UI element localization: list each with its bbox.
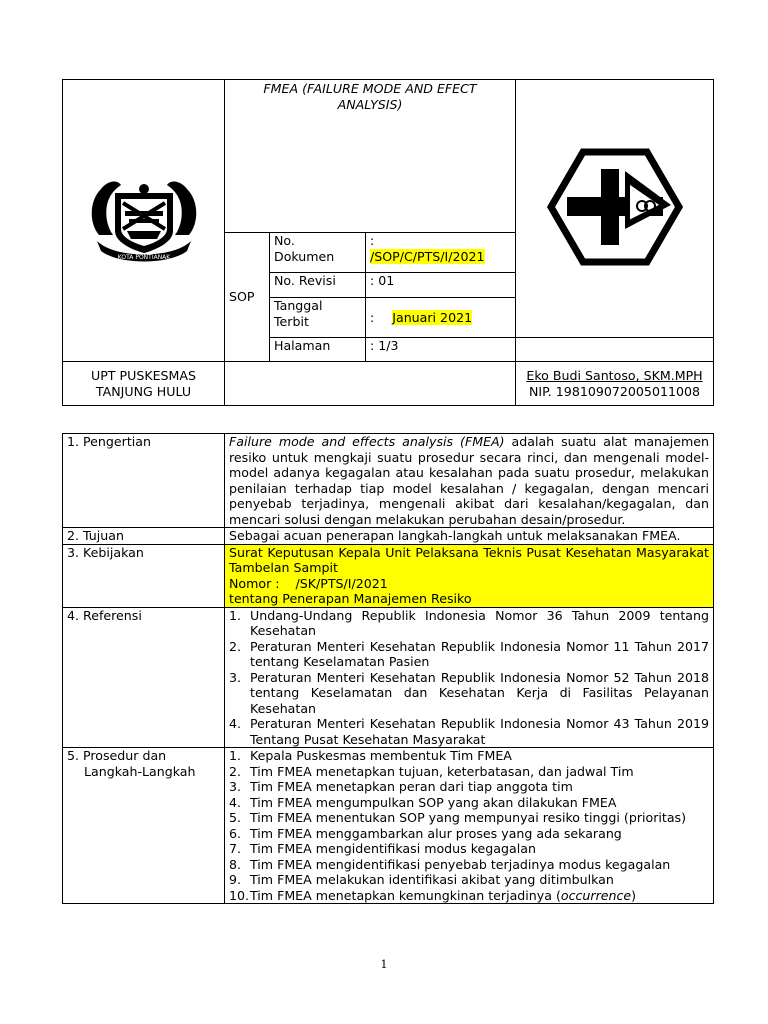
org-line1: UPT PUSKESMAS xyxy=(91,368,196,383)
list-item xyxy=(229,888,709,904)
title-line-1: FMEA (FAILURE MODE AND EFECT xyxy=(263,81,477,96)
list-number: 5. xyxy=(229,810,242,825)
list-number: 6. xyxy=(229,825,242,841)
middle-blank-cell xyxy=(225,362,516,406)
list-text: Tim FMEA mengumpulkan SOP yang akan dilakukan FMEA xyxy=(250,794,617,810)
org-line2: TANJUNG HULU xyxy=(95,383,192,399)
list-text: Kepala Puskesmas membentuk Tim FMEA xyxy=(250,748,512,763)
list-number: 3. xyxy=(229,669,242,685)
referensi-label: 4. Referensi xyxy=(63,607,225,748)
list-item xyxy=(229,764,709,780)
list-text: Tim FMEA menetapkan peran dari tiap anggota tim xyxy=(250,779,573,794)
kebijakan-content xyxy=(225,544,714,607)
prosedur-content xyxy=(225,748,714,904)
pengertian-text: adalah suatu alat manajemen resiko untuk mengkaji suatu prosedur secara rinci, dan mengenali model-model adanya kegagalan atau kesalahan pada suatu prosedur, melakukan penilaian terhadap tiap model kesalahan / kegagalan, dengan mencari penyebab terjadinya, mengenali akibat dari kesalahan/kegagalan, dan mencari solusi dengan melakukan perubahan desain/prosedur. xyxy=(229,434,709,527)
header-table xyxy=(62,79,714,406)
date-label-line2: Terbit xyxy=(274,313,309,329)
list-item xyxy=(229,608,709,639)
list-text-end: ) xyxy=(631,887,637,903)
date-label xyxy=(270,298,366,338)
kebijakan-line2: Nomor : /SK/PTS/I/2021 xyxy=(229,575,388,591)
date-value: Januari 2021 xyxy=(392,309,473,325)
tujuan-text: Sebagai acuan penerapan langkah-langkah untuk melaksanakan FMEA. xyxy=(225,528,714,545)
doc-no-label xyxy=(270,233,366,273)
doc-no-colon: : xyxy=(370,233,375,248)
list-item xyxy=(229,748,709,764)
date-value-cell xyxy=(366,298,516,338)
date-colon: : xyxy=(370,309,375,325)
signer-name: Eko Budi Santoso, SKM.MPH xyxy=(526,368,703,383)
revision-label: No. Revisi xyxy=(270,273,366,298)
date-label-line1: Tanggal xyxy=(274,298,323,313)
list-text: Tim FMEA mengidentifikasi penyebab terjadinya modus kegagalan xyxy=(250,856,671,872)
prosedur-label-line2: Langkah-Langkah xyxy=(84,763,196,779)
pengertian-content xyxy=(225,434,714,528)
list-text: Peraturan Menteri Kesehatan Republik Indonesia Nomor 11 Tahun 2017 tentang Keselamatan Pasien xyxy=(250,638,709,669)
list-number: 4. xyxy=(229,794,242,810)
kota-pontianak-emblem-icon xyxy=(85,171,203,267)
list-number: 4. xyxy=(229,716,242,731)
right-logo-cell xyxy=(516,80,714,338)
list-item xyxy=(229,716,709,747)
list-number: 1. xyxy=(229,607,242,623)
title-line-2: ANALYSIS) xyxy=(337,96,403,112)
doc-no-label-line2: Dokumen xyxy=(274,248,335,264)
tujuan-label: 2. Tujuan xyxy=(63,528,225,545)
list-item xyxy=(229,857,709,873)
list-number: 7. xyxy=(229,841,242,856)
content-table xyxy=(62,433,714,904)
list-number: 8. xyxy=(229,856,242,872)
pengertian-term: Failure mode and effects analysis (FMEA) xyxy=(229,434,505,449)
kebijakan-label: 3. Kebijakan xyxy=(63,544,225,607)
signer-block xyxy=(516,362,714,406)
page-number: 1 xyxy=(380,958,388,971)
list-item xyxy=(229,841,709,857)
list-number: 1. xyxy=(229,748,242,763)
doc-no-value: /SOP/C/PTS/I/2021 xyxy=(370,248,485,264)
puskesmas-logo-icon xyxy=(545,147,685,267)
occurrence-term: occurrence xyxy=(560,887,632,903)
list-number: 3. xyxy=(229,779,242,794)
list-text: Tim FMEA menetapkan tujuan, keterbatasan, dan jadwal Tim xyxy=(250,763,634,779)
list-item xyxy=(229,779,709,795)
list-item xyxy=(229,639,709,670)
list-item xyxy=(229,872,709,888)
list-text: Tim FMEA menentukan SOP yang mempunyai resiko tinggi (prioritas) xyxy=(250,810,687,825)
referensi-list xyxy=(229,608,709,748)
list-text: Tim FMEA melakukan identifikasi akibat yang ditimbulkan xyxy=(250,872,614,887)
left-logo-cell xyxy=(63,80,225,362)
doc-no-label-line1: No. xyxy=(274,233,295,248)
kebijakan-line3: tentang Penerapan Manajemen Resiko xyxy=(229,591,472,606)
signer-nip: NIP. 198109072005011008 xyxy=(529,383,701,399)
page-value: : 1/3 xyxy=(366,338,516,362)
prosedur-label xyxy=(63,748,225,904)
list-text: Tim FMEA mengidentifikasi modus kegagalan xyxy=(250,841,536,856)
list-item xyxy=(229,670,709,717)
list-number: 2. xyxy=(229,763,242,779)
list-text: Peraturan Menteri Kesehatan Republik Indonesia Nomor 43 Tahun 2019 Tentang Pusat Kesehatan Masyarakat xyxy=(250,716,709,747)
list-text: Tim FMEA menetapkan kemungkinan terjadinya ( xyxy=(250,887,561,903)
list-text: Peraturan Menteri Kesehatan Republik Indonesia Nomor 52 Tahun 2018 tentang Keselamatan dan Kesehatan Kerja di Fasilitas Pelayanan Kesehatan xyxy=(250,669,709,716)
kebijakan-line1: Surat Keputusan Kepala Unit Pelaksana Teknis Pusat Kesehatan Masyarakat Tambelan Sampit xyxy=(229,544,709,575)
doc-no-value-cell xyxy=(366,233,516,273)
list-text: Tim FMEA menggambarkan alur proses yang ada sekarang xyxy=(250,825,622,841)
prosedur-label-line1: 5. Prosedur dan xyxy=(67,748,167,763)
prosedur-list xyxy=(229,748,709,903)
pengertian-label: 1. Pengertian xyxy=(63,434,225,528)
page-label: Halaman xyxy=(270,338,366,362)
document-title xyxy=(225,80,516,233)
sop-label: SOP xyxy=(225,233,270,362)
organization-name xyxy=(63,362,225,406)
page-right-blank xyxy=(516,338,714,362)
revision-value: : 01 xyxy=(366,273,516,298)
list-item xyxy=(229,826,709,842)
list-item xyxy=(229,810,709,826)
emblem-text: KOTA PONTIANAK xyxy=(117,253,170,261)
list-item xyxy=(229,795,709,811)
referensi-content xyxy=(225,607,714,748)
list-text: Undang-Undang Republik Indonesia Nomor 36 Tahun 2009 tentang Kesehatan xyxy=(250,607,709,638)
list-number: 2. xyxy=(229,638,242,654)
list-number: 10. xyxy=(229,887,250,903)
list-number: 9. xyxy=(229,872,242,887)
